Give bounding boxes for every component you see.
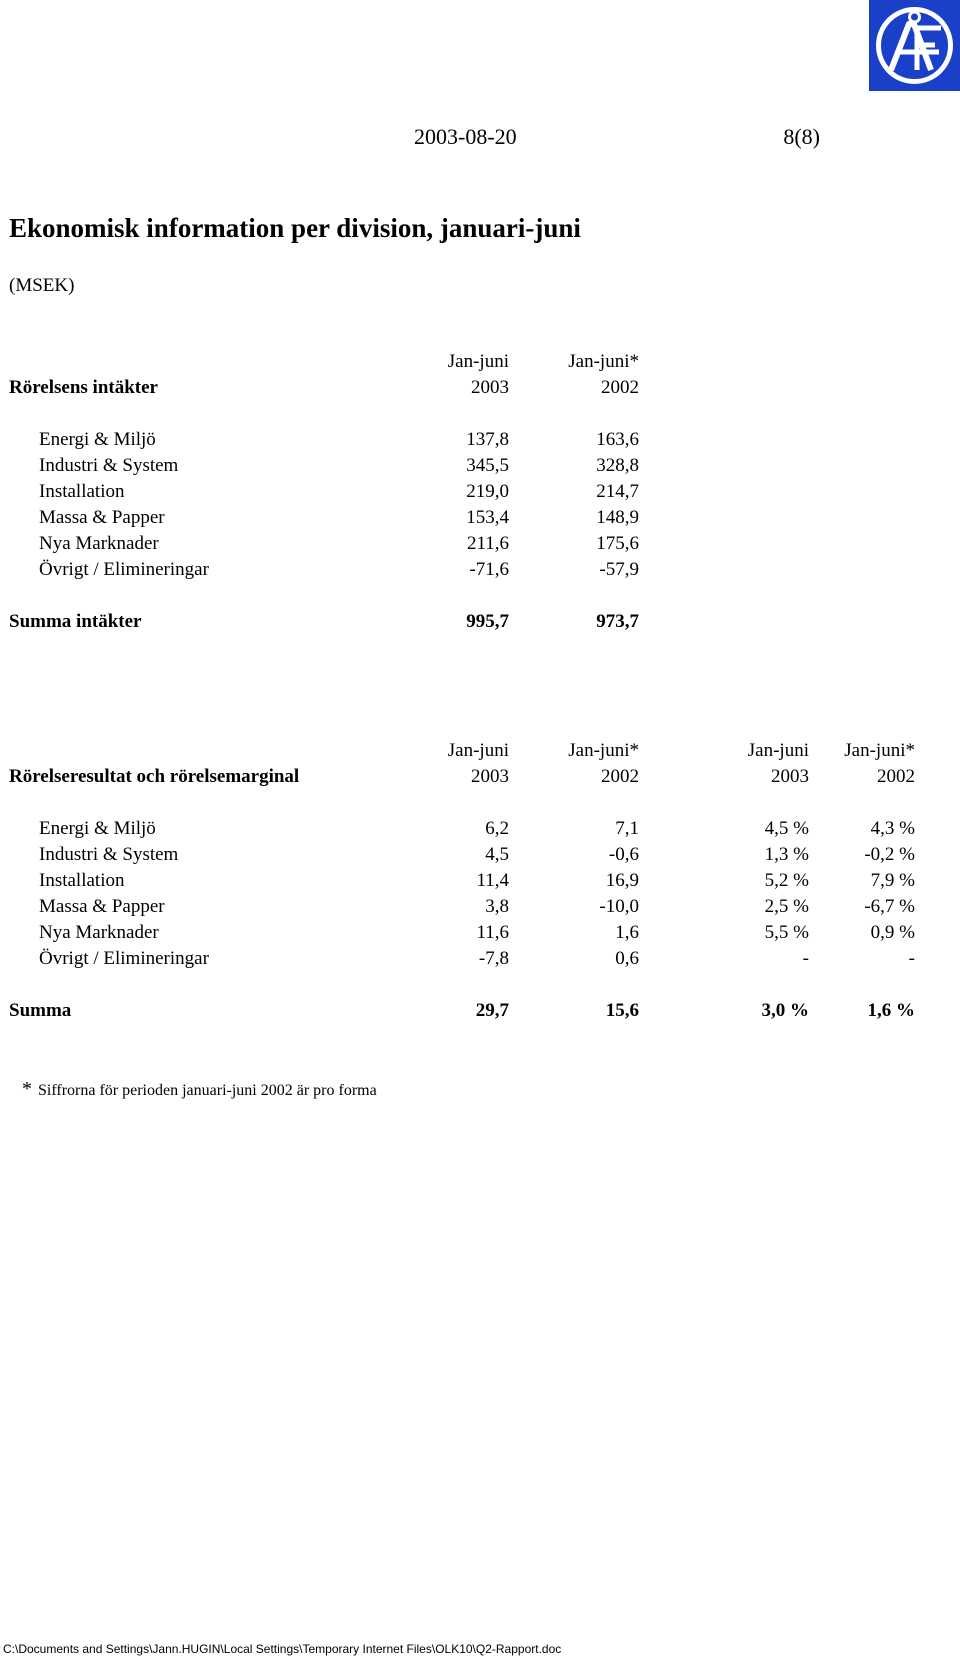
- footnote-marker: *: [22, 1078, 32, 1100]
- result-section-label: Rörelseresultat och rörelsemarginal: [9, 766, 300, 787]
- revenue-row-value: 153,4: [466, 507, 509, 528]
- result-total-row: [9, 1000, 915, 1026]
- result-row: [9, 818, 915, 844]
- result-row-value: -0,2 %: [864, 844, 915, 865]
- revenue-row: [9, 429, 649, 455]
- revenue-row: [9, 455, 649, 481]
- result-col-2-period: Jan-juni*: [568, 740, 639, 761]
- revenue-row-value: 345,5: [466, 455, 509, 476]
- result-row-value: 1,6: [615, 922, 639, 943]
- result-col-4-year: 2002: [877, 766, 915, 787]
- result-col-3-year: 2003: [771, 766, 809, 787]
- result-row: [9, 948, 915, 974]
- revenue-table: [9, 351, 649, 637]
- report-date: 2003-08-20: [414, 124, 517, 149]
- result-row-value: -7,8: [478, 948, 509, 969]
- revenue-row-value: 211,6: [466, 533, 509, 554]
- result-row-label: Industri & System: [39, 844, 179, 865]
- result-row-value: 7,9 %: [870, 870, 915, 891]
- result-row-value: 16,9: [605, 870, 639, 891]
- result-total-col-4: 1,6 %: [867, 1000, 915, 1021]
- result-row-value: 5,5 %: [764, 922, 809, 943]
- page-number: 8(8): [783, 124, 820, 149]
- revenue-row-value: 214,7: [596, 481, 639, 502]
- result-col-3-period: Jan-juni: [747, 740, 809, 761]
- result-row-value: 4,5 %: [764, 818, 809, 839]
- revenue-row-value: 148,9: [596, 507, 639, 528]
- revenue-row-label: Industri & System: [39, 455, 179, 476]
- result-row-value: 1,3 %: [764, 844, 809, 865]
- result-row: [9, 896, 915, 922]
- result-row-value: -: [908, 948, 915, 969]
- page-title: Ekonomisk information per division, januari-juni: [9, 213, 581, 243]
- result-row-value: 0,6: [615, 948, 639, 969]
- revenue-row-value: -57,9: [599, 559, 639, 580]
- result-col-1-year: 2003: [471, 766, 509, 787]
- revenue-row-label: Nya Marknader: [39, 533, 159, 554]
- result-row-value: -10,0: [599, 896, 639, 917]
- revenue-total-label: Summa intäkter: [9, 611, 142, 632]
- result-row-value: 4,5: [485, 844, 509, 865]
- revenue-col-2003-period: Jan-juni: [447, 351, 509, 372]
- result-row: [9, 870, 915, 896]
- revenue-total-2002: 973,7: [596, 611, 639, 632]
- footnote: [22, 1078, 377, 1101]
- result-row-label: Energi & Miljö: [39, 818, 156, 839]
- result-row-value: 4,3 %: [870, 818, 915, 839]
- revenue-row: [9, 481, 649, 507]
- result-total-label: Summa: [9, 1000, 72, 1021]
- result-row: [9, 844, 915, 870]
- result-total-col-3: 3,0 %: [761, 1000, 809, 1021]
- result-row-label: Massa & Papper: [39, 896, 165, 917]
- result-row-label: Övrigt / Elimineringar: [39, 948, 209, 969]
- revenue-row-value: 219,0: [466, 481, 509, 502]
- result-row-value: 7,1: [615, 818, 639, 839]
- operating-result-table: [9, 740, 915, 1026]
- result-row-value: 0,9 %: [870, 922, 915, 943]
- result-row-value: 11,6: [476, 922, 509, 943]
- result-row-value: 5,2 %: [764, 870, 809, 891]
- revenue-row-value: 163,6: [596, 429, 639, 450]
- result-row-value: -0,6: [608, 844, 639, 865]
- result-row-value: 6,2: [485, 818, 509, 839]
- revenue-row-value: 137,8: [466, 429, 509, 450]
- revenue-row-label: Massa & Papper: [39, 507, 165, 528]
- revenue-col-2002-period: Jan-juni*: [568, 351, 639, 372]
- revenue-total-row: [9, 611, 649, 637]
- result-col-4-period: Jan-juni*: [844, 740, 915, 761]
- revenue-row-label: Övrigt / Elimineringar: [39, 559, 209, 580]
- revenue-row-value: -71,6: [469, 559, 509, 580]
- result-row-value: 2,5 %: [764, 896, 809, 917]
- revenue-row-label: Installation: [39, 481, 125, 502]
- revenue-section-label: Rörelsens intäkter: [9, 377, 158, 398]
- result-col-1-period: Jan-juni: [447, 740, 509, 761]
- result-row-value: -: [802, 948, 809, 969]
- result-col-2-year: 2002: [601, 766, 639, 787]
- result-row-value: -6,7 %: [864, 896, 915, 917]
- revenue-row: [9, 559, 649, 585]
- revenue-row-label: Energi & Miljö: [39, 429, 156, 450]
- revenue-row: [9, 533, 649, 559]
- revenue-total-2003: 995,7: [466, 611, 509, 632]
- result-total-col-2: 15,6: [605, 1000, 639, 1021]
- result-row-value: 11,4: [476, 870, 509, 891]
- af-logo-icon: [869, 0, 960, 91]
- revenue-header-period-row: [9, 351, 649, 377]
- af-logo: [869, 0, 960, 91]
- revenue-col-2002-year: 2002: [601, 377, 639, 398]
- currency-unit: (MSEK): [9, 275, 75, 296]
- file-path-footer: C:\Documents and Settings\Jann.HUGIN\Local Settings\Temporary Internet Files\OLK10\Q2-Rapport.doc: [3, 1642, 562, 1656]
- result-row-label: Installation: [39, 870, 125, 891]
- revenue-col-2003-year: 2003: [471, 377, 509, 398]
- revenue-row-value: 175,6: [596, 533, 639, 554]
- result-header-period-row: [9, 740, 915, 766]
- revenue-header-year-row: [9, 377, 649, 403]
- result-total-col-1: 29,7: [475, 1000, 509, 1021]
- revenue-row-value: 328,8: [596, 455, 639, 476]
- result-header-year-row: [9, 766, 915, 792]
- footnote-text: Siffrorna för perioden januari-juni 2002 är pro forma: [38, 1082, 377, 1099]
- result-row-label: Nya Marknader: [39, 922, 159, 943]
- revenue-row: [9, 507, 649, 533]
- result-row: [9, 922, 915, 948]
- result-row-value: 3,8: [485, 896, 509, 917]
